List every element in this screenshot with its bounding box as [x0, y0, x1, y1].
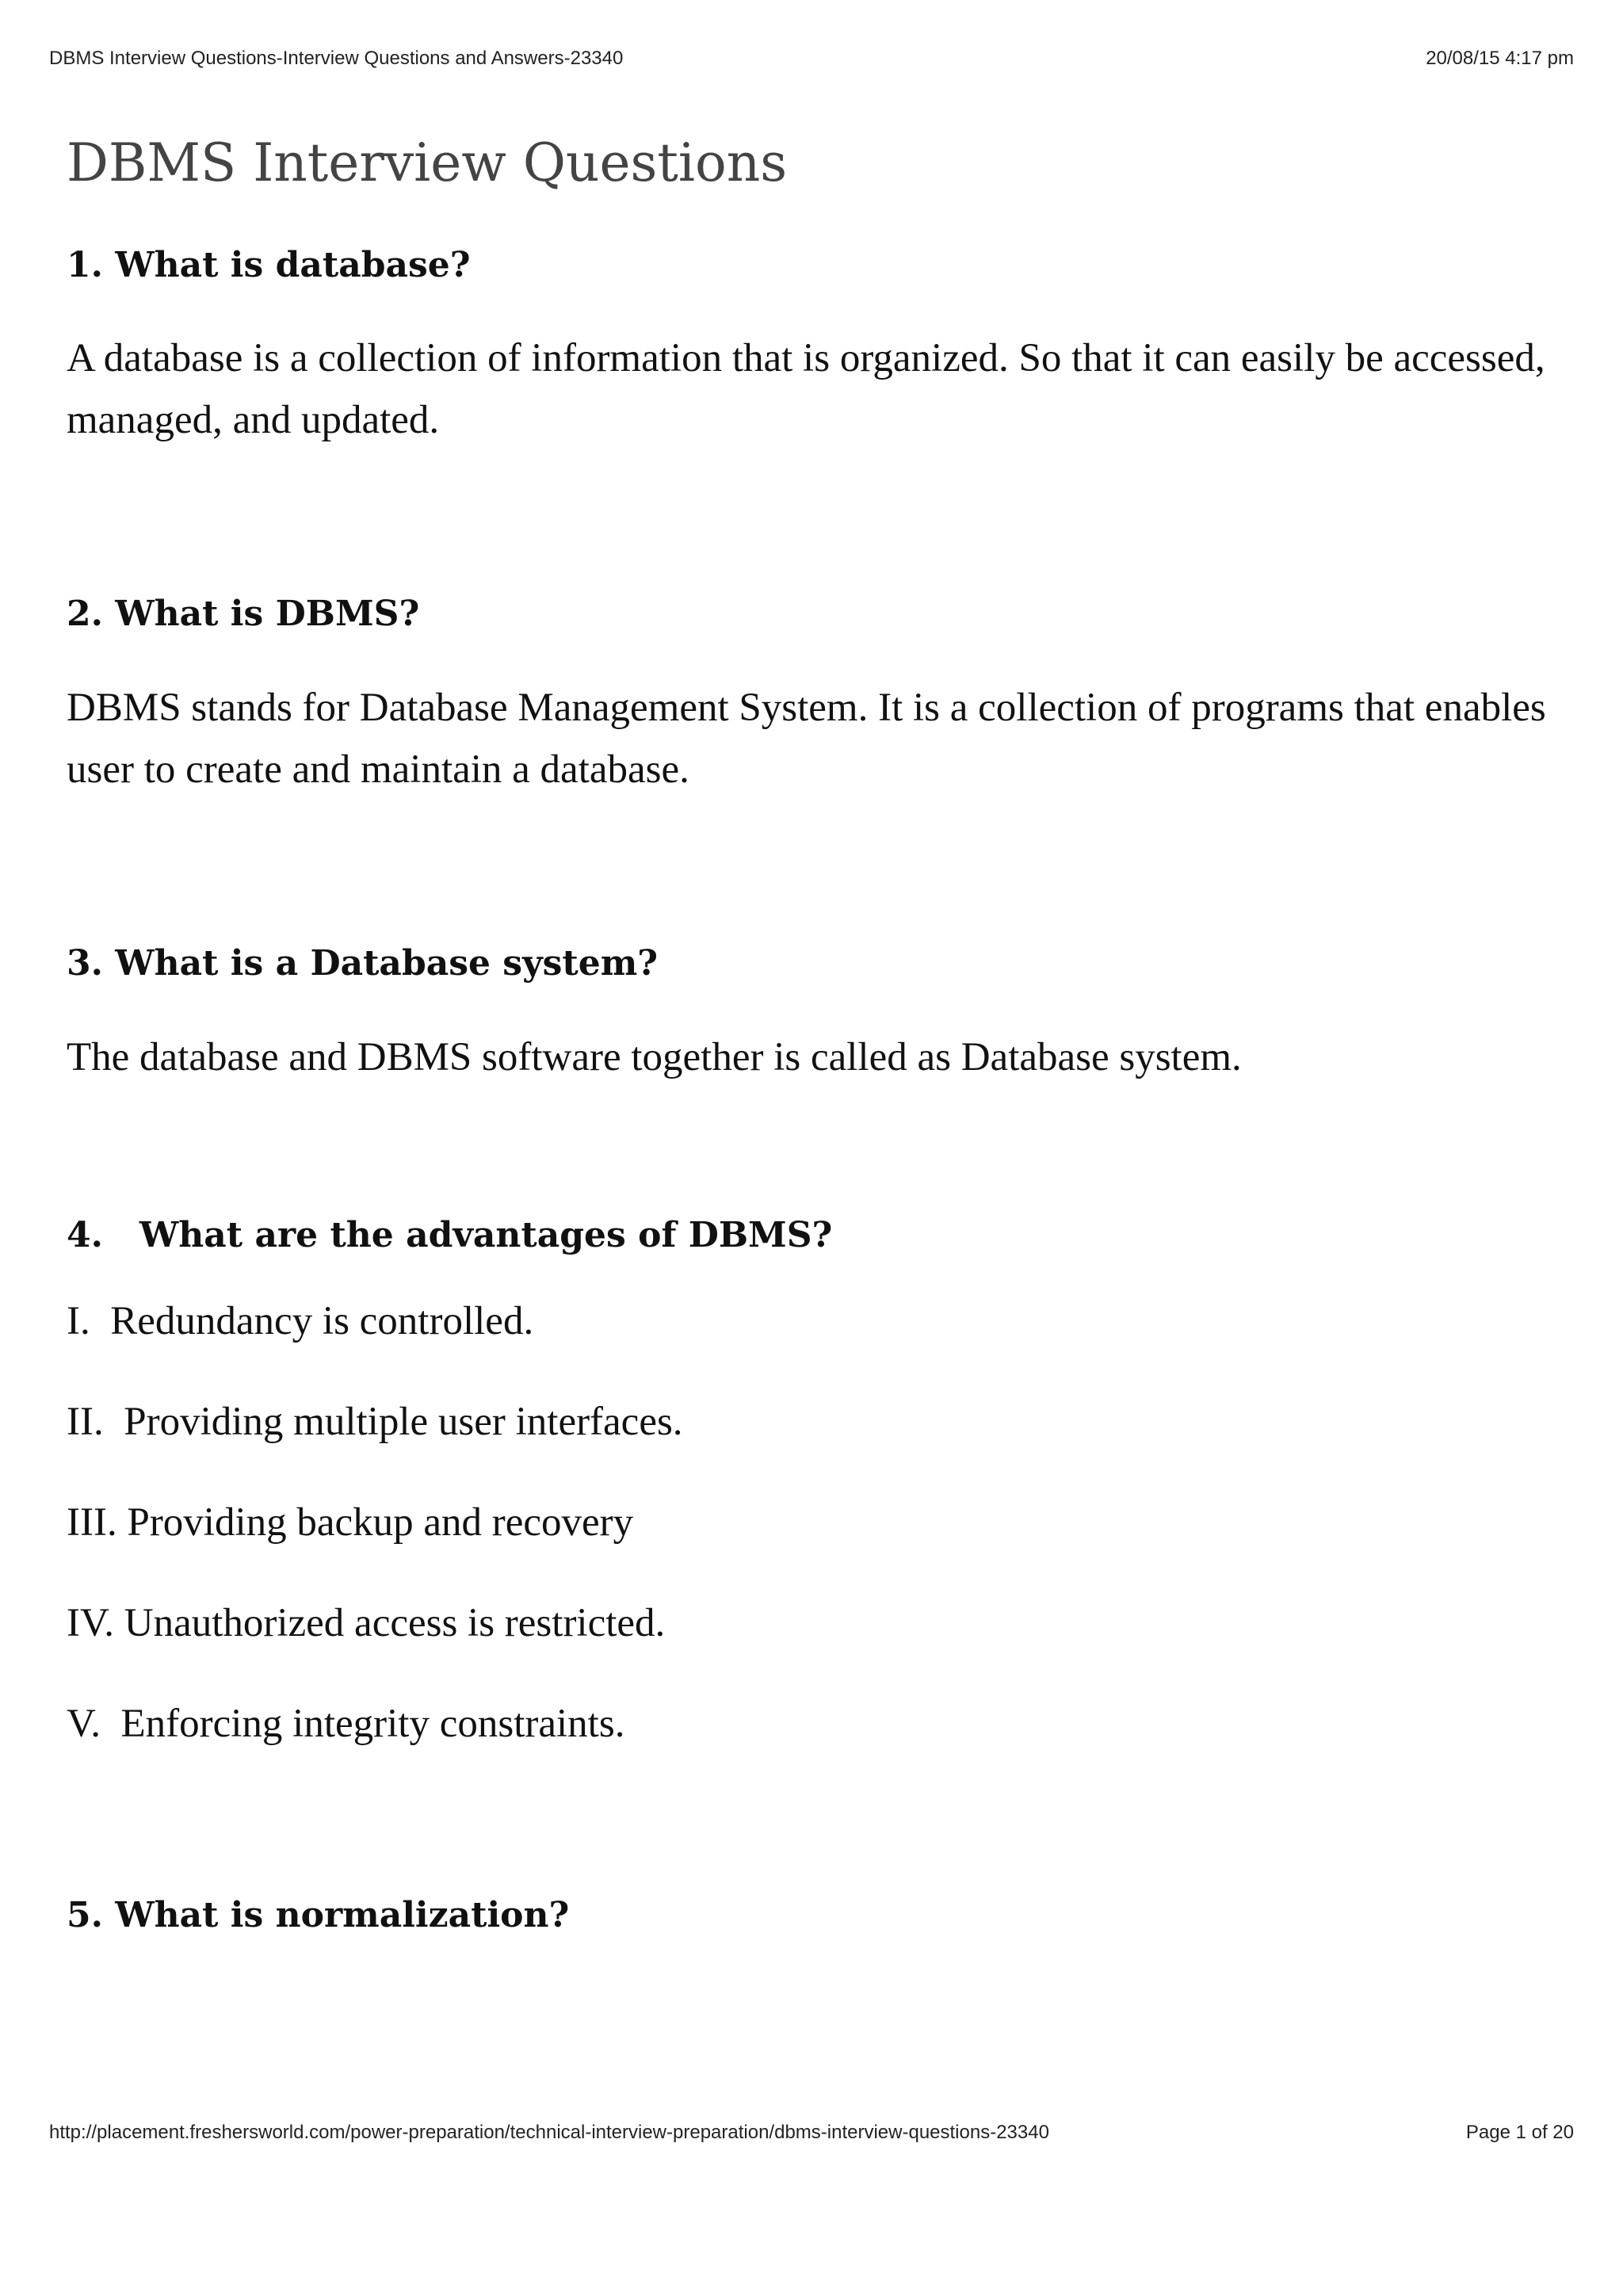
- question-heading: 2. What is DBMS?: [67, 594, 420, 635]
- section-spacer: [67, 800, 1556, 943]
- page-url: http://placement.freshersworld.com/power-preparation/technical-interview-preparation/dbms-interview-questions-23340: [49, 2122, 1049, 2143]
- section-spacer: [67, 1088, 1556, 1215]
- question-answer: DBMS stands for Database Management System. It is a collection of programs that enables user to create and maintain a database.: [67, 686, 1546, 793]
- question-2: [67, 594, 1556, 800]
- question-5: [67, 1895, 1556, 1937]
- page-number: Page 1 of 20: [1465, 2122, 1574, 2143]
- question-1: [67, 245, 1556, 452]
- list-item: I. Redundancy is controlled.: [67, 1298, 534, 1343]
- question-answer: The database and DBMS software together is called as Database system.: [67, 1034, 1242, 1079]
- list-item: V. Enforcing integrity constraints.: [67, 1701, 625, 1746]
- advantages-list: [67, 1297, 1556, 1748]
- document-title: DBMS Interview Questions-Interview Questions and Answers-23340: [49, 48, 624, 69]
- page-title: DBMS Interview Questions: [67, 132, 788, 193]
- list-item: IV. Unauthorized access is restricted.: [67, 1600, 666, 1645]
- list-item: II. Providing multiple user interfaces.: [67, 1399, 683, 1444]
- question-4: [67, 1215, 1556, 1748]
- question-heading: 5. What is normalization?: [67, 1894, 570, 1935]
- question-heading: 1. What is database?: [67, 244, 471, 285]
- question-answer: A database is a collection of information that is organized. So that it can easily be accessed, managed, and updated.: [67, 336, 1545, 443]
- article-content: [67, 132, 1556, 1937]
- print-timestamp: 20/08/15 4:17 pm: [1426, 48, 1574, 69]
- question-heading: 3. What is a Database system?: [67, 943, 659, 984]
- question-heading: 4. What are the advantages of DBMS?: [67, 1214, 833, 1255]
- section-spacer: [67, 451, 1556, 594]
- question-3: [67, 943, 1556, 1088]
- section-spacer: [67, 1800, 1556, 1895]
- print-header: [49, 44, 1574, 73]
- list-item: III. Providing backup and recovery: [67, 1499, 634, 1545]
- print-footer: [49, 2118, 1574, 2147]
